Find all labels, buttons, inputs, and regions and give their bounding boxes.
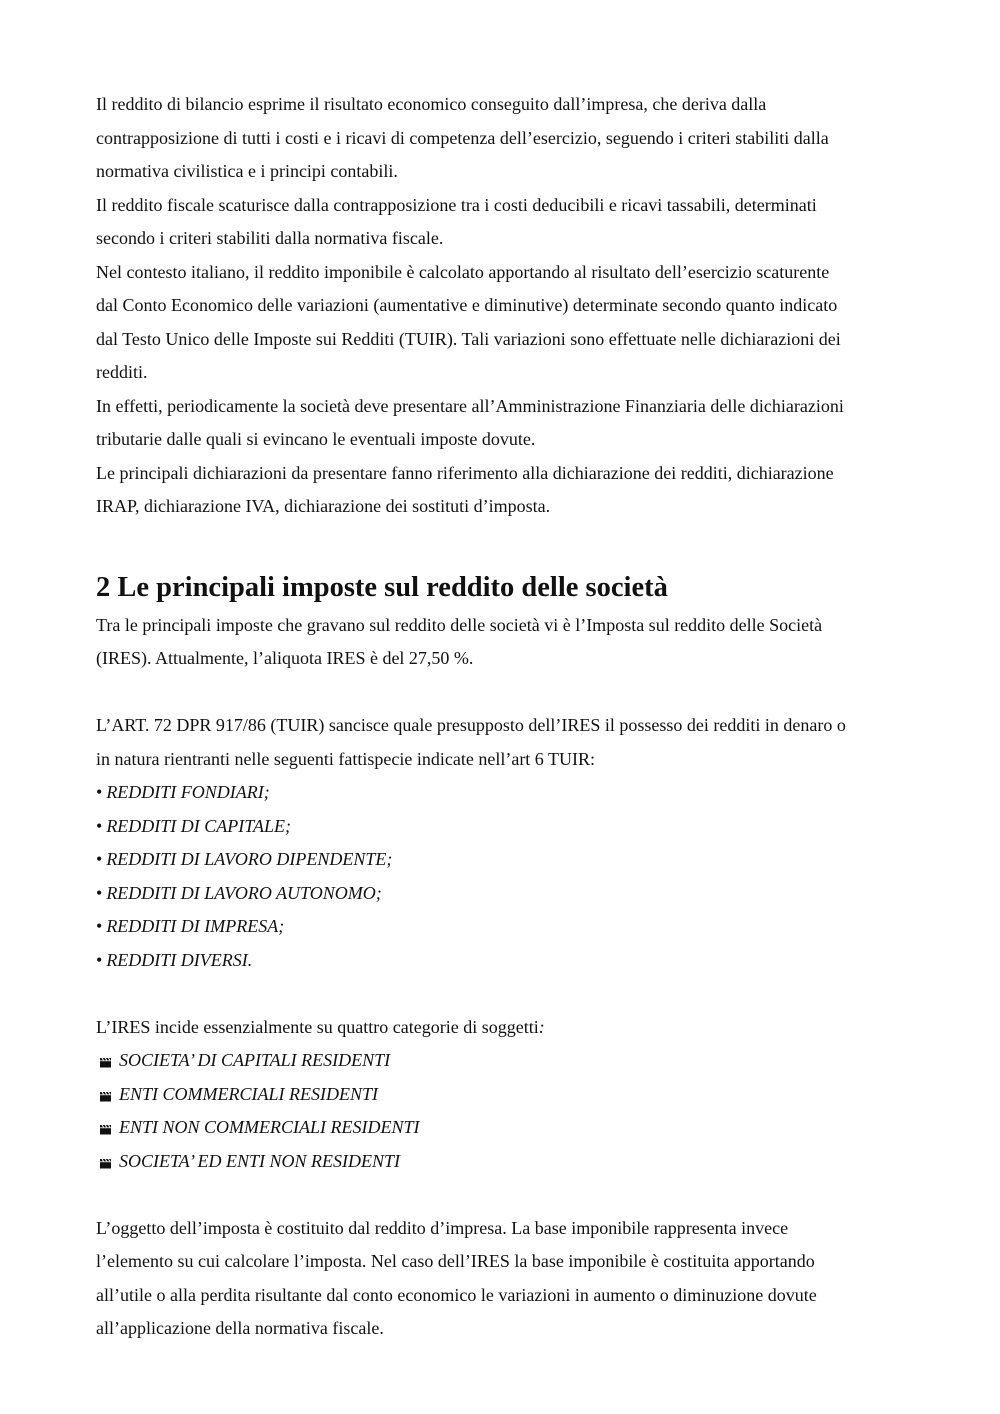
list-item-label: REDDITI DI LAVORO DIPENDENTE; [106, 849, 393, 869]
text-line: dal Conto Economico delle variazioni (aumentative e diminutive) determinate secondo quanto indicato [96, 295, 838, 315]
text-line: Il reddito fiscale scaturisce dalla contrapposizione tra i costi deducibili e ricavi tassabili, determinati [96, 194, 817, 215]
list-item [96, 910, 906, 944]
list-item [96, 1111, 906, 1145]
list-item [96, 877, 906, 911]
clapperboard-icon [99, 1091, 112, 1101]
text-line: Le principali dichiarazioni da presentare fanno riferimento alla dichiarazione dei redditi, dichiarazione [96, 462, 834, 483]
list-item-label: REDDITI DI IMPRESA; [106, 916, 285, 936]
list-item-label: ENTI NON COMMERCIALI RESIDENTI [119, 1117, 420, 1137]
text-line: Nel contesto italiano, il reddito imponibile è calcolato apportando al risultato dell’esercizio scaturente [96, 261, 830, 282]
list-item [96, 810, 906, 844]
document-page [96, 88, 906, 1346]
text-line: normativa civilistica e i principi contabili. [96, 161, 398, 181]
bullet-icon: • [96, 916, 103, 936]
clapperboard-icon [99, 1057, 112, 1067]
clapperboard-icon [99, 1158, 112, 1168]
text-line: redditi. [96, 362, 148, 382]
subjects-list [96, 1044, 906, 1178]
paragraph-oggetto-imposta [96, 1212, 906, 1346]
text-line: Tra le principali imposte che gravano sul reddito delle società vi è l’Imposta sul reddito delle Società [96, 614, 823, 635]
list-item-label: SOCIETA’ ED ENTI NON RESIDENTI [119, 1150, 400, 1171]
paragraph-dichiarazioni-periodiche [96, 390, 906, 457]
list-item [96, 1078, 906, 1112]
list-item [96, 1145, 906, 1179]
paragraph-bilancio [96, 88, 906, 189]
subjects-intro-colon: : [538, 1016, 545, 1037]
paragraph-dichiarazioni-principali [96, 457, 906, 524]
clapperboard-icon [99, 1124, 112, 1134]
subjects-intro [96, 1011, 906, 1045]
text-line: L’oggetto dell’imposta è costituito dal reddito d’impresa. La base imponibile rappresenta invece [96, 1217, 789, 1238]
paragraph-fiscale [96, 189, 906, 256]
blank-line [96, 1178, 906, 1212]
list-item [96, 944, 906, 978]
list-item-label: REDDITI FONDIARI; [106, 782, 270, 802]
list-item-label: REDDITI DIVERSI. [106, 949, 253, 970]
list-item-label: SOCIETA’ DI CAPITALI RESIDENTI [119, 1050, 391, 1070]
income-list [96, 776, 906, 977]
list-item-label: ENTI COMMERCIALI RESIDENTI [119, 1083, 378, 1104]
text-line: contrapposizione di tutti i costi e i ricavi di competenza dell’esercizio, seguendo i criteri stabiliti dalla [96, 127, 829, 148]
bullet-icon: • [96, 949, 103, 970]
text-line: all’utile o alla perdita risultante dal conto economico le variazioni in aumento o diminuzione dovute [96, 1284, 817, 1305]
paragraph-ires [96, 609, 906, 676]
bullet-icon: • [96, 882, 103, 903]
section-heading: 2 Le principali imposte sul reddito delle società [96, 571, 668, 603]
list-item-label: REDDITI DI LAVORO AUTONOMO; [106, 882, 382, 903]
blank-line [96, 977, 906, 1011]
text-line: l’elemento su cui calcolare l’imposta. Nel caso dell’IRES la base imponibile è costituita apportando [96, 1251, 815, 1271]
subjects-intro-text: L’IRES incide essenzialmente su quattro categorie di soggetti [96, 1016, 539, 1037]
paragraph-art72 [96, 709, 906, 776]
text-line: all’applicazione della normativa fiscale. [96, 1318, 384, 1338]
text-line: tributarie dalle quali si evincano le eventuali imposte dovute. [96, 429, 536, 449]
text-line: in natura rientranti nelle seguenti fattispecie indicate nell’art 6 TUIR: [96, 748, 595, 769]
list-item [96, 776, 906, 810]
text-line: Il reddito di bilancio esprime il risultato economico conseguito dall’impresa, che deriva dalla [96, 94, 767, 114]
list-item [96, 843, 906, 877]
blank-line [96, 676, 906, 710]
bullet-icon: • [96, 782, 103, 802]
list-item [96, 1044, 906, 1078]
text-line: (IRES). Attualmente, l’aliquota IRES è del 27,50 %. [96, 648, 474, 668]
text-line: L’ART. 72 DPR 917/86 (TUIR) sancisce quale presupposto dell’IRES il possesso dei redditi in denaro o [96, 715, 846, 735]
bullet-icon: • [96, 849, 103, 869]
text-line: secondo i criteri stabiliti dalla normativa fiscale. [96, 228, 444, 248]
paragraph-contesto [96, 256, 906, 390]
text-line: In effetti, periodicamente la società deve presentare all’Amministrazione Finanziaria delle dichiarazioni [96, 395, 844, 416]
bullet-icon: • [96, 815, 103, 836]
text-line: dal Testo Unico delle Imposte sui Redditi (TUIR). Tali variazioni sono effettuate nelle dichiarazioni dei [96, 328, 841, 349]
list-item-label: REDDITI DI CAPITALE; [106, 815, 291, 836]
text-line: IRAP, dichiarazione IVA, dichiarazione dei sostituti d’imposta. [96, 496, 551, 516]
